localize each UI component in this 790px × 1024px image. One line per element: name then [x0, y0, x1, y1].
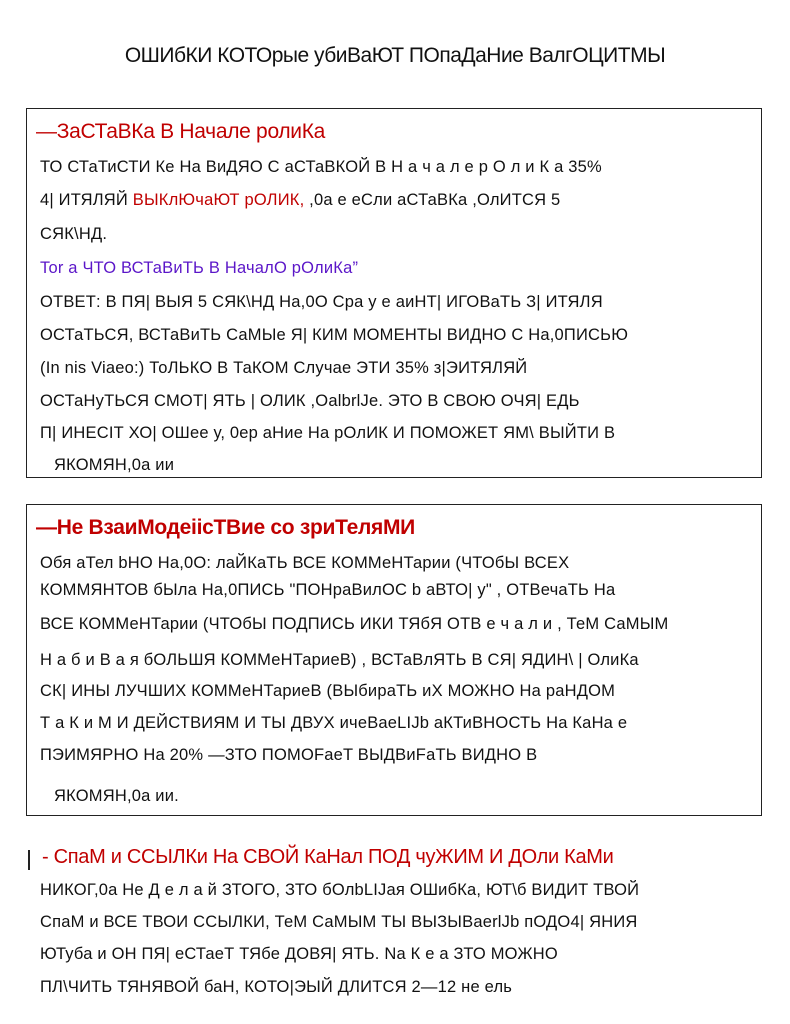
section-interaction-line-1: Обя аТел bНО На,0О: лаЙКаТЬ ВСЕ КОММеНТарии (ЧТОбЫ ВСЕХ — [40, 554, 570, 572]
section-interaction-line-2: КОММЯНТОВ бЫла На,0ПИСЬ "ПОНраВилОС b аВТО| у" , ОТВечаТЬ На — [40, 581, 616, 599]
section-intro-line-3: СЯК\НД. — [40, 225, 108, 243]
section-spam-line-4: ПЛ\ЧИТЬ ТЯНЯВОЙ баН, КОТО|ЭЫЙ ДЛИТСЯ 2—12 не ель — [40, 978, 513, 996]
section-interaction-line-6: Т а К и М И ДЕЙСТВИЯМ И ТЫ ДВУХ ичеВаеLIJb аКТиВНОСТЬ На КаНа е — [40, 714, 628, 732]
section-interaction-line-5: СК| ИНЫ ЛУЧШИХ КОММеНТариеВ (ВЫбираТЬ иХ МОЖНО На раНДОМ — [40, 682, 616, 700]
section-spam-heading: - СпаМ и ССЫЛКи На СВОЙ КаНал ПОД чуЖИМ И ДОли КаМи — [42, 846, 614, 868]
section-interaction-heading: —Не ВзаиМодеiicТВие со зриТеляМИ — [36, 516, 415, 539]
section-interaction-line-7: ПЭИМЯРНО На 20% —ЗТО ПОМОFaeT ВЫДВиFaТЬ ВИДНО В — [40, 746, 538, 764]
section-intro-line-2-end: ,0а е еСли аСТаВКа ,ОлИТСЯ 5 — [309, 191, 561, 209]
turned-off-video-highlight: ВЫКлЮчаЮТ рОЛИК, — [132, 191, 305, 209]
section-intro-line-8: ОСТаНуТЬСЯ СМОТ| ЯТЬ | ОЛИК ,ОalbrlJe. ЭТО В СВОЮ ОЧЯ| ЕДЬ — [40, 392, 580, 410]
section-spam-marker — [28, 850, 30, 870]
section-interaction-line-4: Н а б и В а я бОЛЬШЯ КОММеНТариеВ) , ВСТаВлЯТЬ В СЯ| ЯДИН\ | ОлиКа — [40, 651, 639, 669]
section-spam-line-2: СпаМ и ВСЕ ТВОИ ССЫЛКИ, ТеМ СаМЫМ ТЫ ВЫЗЫВаеrlJb пОДО4| ЯНИЯ — [40, 913, 638, 931]
section-intro-line-6: ОСТаТЬСЯ, ВСТаВиТЬ СаМЫе Я| КИМ МОМЕНТЫ ВИДНО С На,0ПИСЬЮ — [40, 326, 629, 344]
section-intro-line-7: (In nis Viaeo:) ТоЛЬКО В ТаКОМ Случае ЭТИ 35% з|ЭИТЯЛЯЙ — [40, 359, 528, 377]
page-title: ОШИбКИ КОТОрые убиВаЮТ ПОпаДаНие ВалгОЦИТМЫ — [124, 44, 666, 67]
section-spam-line-3: ЮТуба и ОН ПЯ| еСТаеТ ТЯбе ДОВЯ| ЯТЬ. Na К е а ЗТО МОЖНО — [40, 945, 558, 963]
section-interaction-line-8: ЯКОМЯН,0а ии. — [54, 787, 179, 805]
section-intro-line-9: П| ИНЕСІТ ХО| ОШее у, 0ер аНие На рОлИК И ПОМОЖЕТ ЯМ\ ВЫЙТИ В — [40, 424, 616, 442]
section-interaction-line-3: ВСЕ КОММеНТарии (ЧТОбЫ ПОДПИСЬ ИКИ ТЯбЯ ОТВ е ч а л и , ТеМ СаМЫМ — [40, 615, 669, 633]
section-intro-line-2 — [40, 191, 560, 210]
section-intro-line-5: ОТВЕТ: В ПЯ| ВЫЯ 5 СЯК\НД На,0О Сра у е аиНТ| ИГОВаТЬ З| ИТЯЛЯ — [40, 293, 603, 311]
section-intro-line-1: ТО СТаТиСТИ Ке На ВиДЯО С аСТаВКОЙ В Н а ч а л е р О л и К а 35% — [40, 158, 602, 176]
section-intro-question: Tor а ЧТО ВСТаВиТЬ В НачалО рОлиКа” — [40, 259, 359, 277]
section-intro-heading: —ЗаСТаВКа В Начале ролиКа — [36, 120, 326, 143]
section-intro-line-10: ЯКОМЯН,0а ии — [54, 456, 175, 474]
section-spam-line-1: НИКОГ,0а Не Д е л а й ЗТОГО, ЗТО бОлbLIJaя ОШибКа, ЮТ\б ВИДИТ ТВОЙ — [40, 881, 640, 899]
section-intro-line-2-start: 4| ИТЯЛЯЙ — [40, 191, 128, 209]
